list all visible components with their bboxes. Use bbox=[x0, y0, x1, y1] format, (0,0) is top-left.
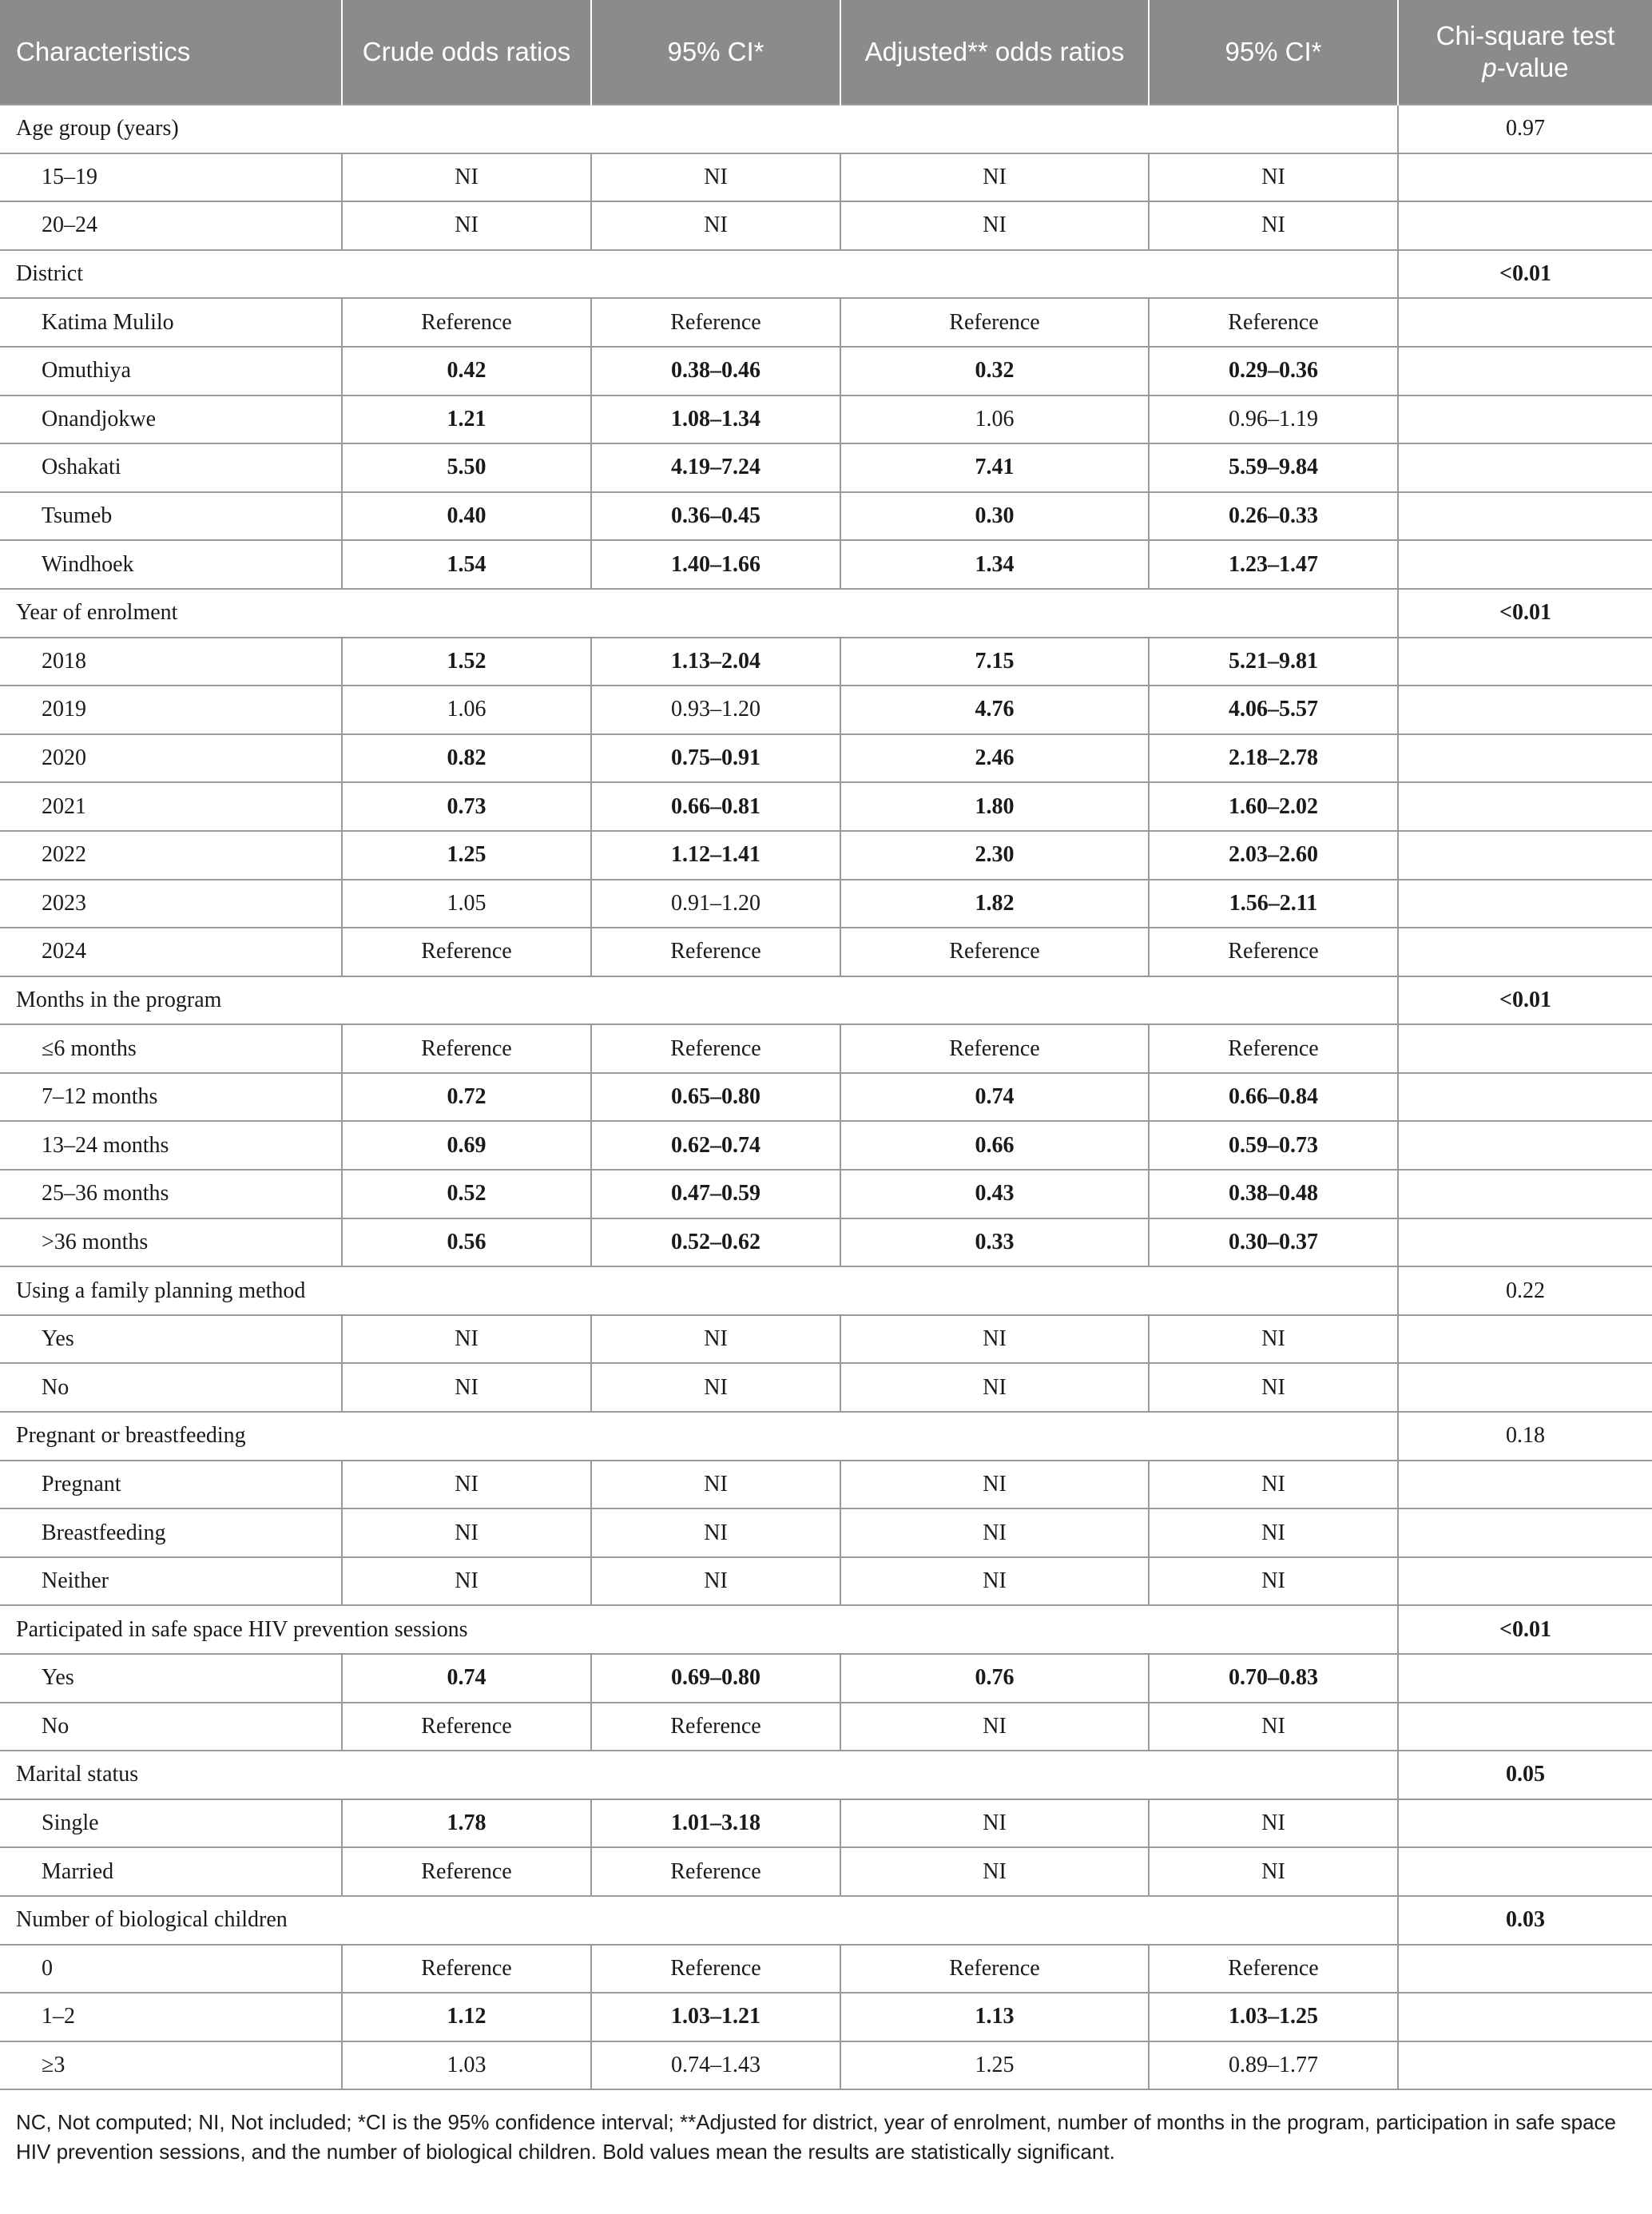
row-label: Breastfeeding bbox=[0, 1508, 342, 1557]
p-value-cell-empty bbox=[1398, 298, 1652, 347]
p-value-cell-empty bbox=[1398, 1170, 1652, 1218]
p-value-cell-empty bbox=[1398, 831, 1652, 880]
group-row bbox=[0, 1412, 1652, 1461]
crude-or-cell: Reference bbox=[342, 1024, 591, 1073]
adjusted-or-cell: NI bbox=[840, 153, 1149, 202]
group-label: District bbox=[0, 250, 1398, 299]
crude-ci-cell: NI bbox=[591, 1461, 840, 1509]
group-row bbox=[0, 976, 1652, 1025]
column-header: 95% CI* bbox=[1149, 0, 1398, 105]
adjusted-or-cell: 0.74 bbox=[840, 1073, 1149, 1122]
crude-ci-cell: 1.01–3.18 bbox=[591, 1799, 840, 1848]
row-label: 2023 bbox=[0, 880, 342, 928]
adjusted-ci-cell: 0.66–0.84 bbox=[1149, 1073, 1398, 1122]
p-value-cell-empty bbox=[1398, 492, 1652, 541]
table-row bbox=[0, 201, 1652, 250]
adjusted-ci-cell: Reference bbox=[1149, 1945, 1398, 1993]
adjusted-ci-cell: 1.56–2.11 bbox=[1149, 880, 1398, 928]
column-header-italic: p bbox=[1482, 53, 1497, 82]
row-label: No bbox=[0, 1363, 342, 1412]
adjusted-ci-cell: 0.26–0.33 bbox=[1149, 492, 1398, 541]
adjusted-or-cell: 0.30 bbox=[840, 492, 1149, 541]
crude-ci-cell: 1.03–1.21 bbox=[591, 1993, 840, 2041]
table-row bbox=[0, 540, 1652, 589]
row-label: Neither bbox=[0, 1557, 342, 1606]
row-label: 2021 bbox=[0, 782, 342, 831]
adjusted-or-cell: 1.34 bbox=[840, 540, 1149, 589]
row-label: 0 bbox=[0, 1945, 342, 1993]
crude-ci-cell: NI bbox=[591, 1557, 840, 1606]
table-row bbox=[0, 1847, 1652, 1896]
adjusted-or-cell: 1.25 bbox=[840, 2041, 1149, 2090]
adjusted-ci-cell: NI bbox=[1149, 1799, 1398, 1848]
p-value-cell-empty bbox=[1398, 153, 1652, 202]
group-label: Using a family planning method bbox=[0, 1266, 1398, 1315]
group-row bbox=[0, 250, 1652, 299]
row-label: 2024 bbox=[0, 928, 342, 976]
p-value-cell-empty bbox=[1398, 686, 1652, 734]
adjusted-ci-cell: 1.23–1.47 bbox=[1149, 540, 1398, 589]
row-label: ≥3 bbox=[0, 2041, 342, 2090]
adjusted-ci-cell: NI bbox=[1149, 201, 1398, 250]
adjusted-or-cell: NI bbox=[840, 1363, 1149, 1412]
crude-or-cell: 0.40 bbox=[342, 492, 591, 541]
table-row bbox=[0, 928, 1652, 976]
adjusted-or-cell: NI bbox=[840, 1508, 1149, 1557]
column-header: Characteristics bbox=[0, 0, 342, 105]
crude-or-cell: Reference bbox=[342, 928, 591, 976]
p-value-cell-empty bbox=[1398, 1557, 1652, 1606]
crude-ci-cell: 0.52–0.62 bbox=[591, 1218, 840, 1267]
group-label: Year of enrolment bbox=[0, 589, 1398, 638]
adjusted-ci-cell: NI bbox=[1149, 1847, 1398, 1896]
group-row bbox=[0, 105, 1652, 153]
p-value-cell-empty bbox=[1398, 1363, 1652, 1412]
p-value-cell-empty bbox=[1398, 734, 1652, 783]
crude-ci-cell: 0.38–0.46 bbox=[591, 347, 840, 395]
adjusted-ci-cell: 0.29–0.36 bbox=[1149, 347, 1398, 395]
adjusted-or-cell: Reference bbox=[840, 1945, 1149, 1993]
adjusted-ci-cell: 2.18–2.78 bbox=[1149, 734, 1398, 783]
row-label: 25–36 months bbox=[0, 1170, 342, 1218]
adjusted-ci-cell: 0.59–0.73 bbox=[1149, 1121, 1398, 1170]
p-value-cell: <0.01 bbox=[1398, 976, 1652, 1025]
adjusted-ci-cell: 5.59–9.84 bbox=[1149, 443, 1398, 492]
crude-or-cell: Reference bbox=[342, 1847, 591, 1896]
table-row bbox=[0, 1993, 1652, 2041]
adjusted-or-cell: NI bbox=[840, 1461, 1149, 1509]
table-row bbox=[0, 298, 1652, 347]
adjusted-or-cell: 0.32 bbox=[840, 347, 1149, 395]
crude-or-cell: 1.05 bbox=[342, 880, 591, 928]
crude-ci-cell: 0.62–0.74 bbox=[591, 1121, 840, 1170]
adjusted-ci-cell: 0.96–1.19 bbox=[1149, 395, 1398, 444]
crude-or-cell: NI bbox=[342, 153, 591, 202]
crude-ci-cell: 0.65–0.80 bbox=[591, 1073, 840, 1122]
row-label: Windhoek bbox=[0, 540, 342, 589]
p-value-cell-empty bbox=[1398, 540, 1652, 589]
crude-or-cell: 1.54 bbox=[342, 540, 591, 589]
adjusted-ci-cell: 0.38–0.48 bbox=[1149, 1170, 1398, 1218]
crude-ci-cell: Reference bbox=[591, 1703, 840, 1751]
crude-ci-cell: 1.12–1.41 bbox=[591, 831, 840, 880]
p-value-cell-empty bbox=[1398, 782, 1652, 831]
group-row bbox=[0, 589, 1652, 638]
adjusted-or-cell: Reference bbox=[840, 928, 1149, 976]
crude-or-cell: 0.52 bbox=[342, 1170, 591, 1218]
adjusted-or-cell: 4.76 bbox=[840, 686, 1149, 734]
table-row bbox=[0, 831, 1652, 880]
adjusted-ci-cell: 0.89–1.77 bbox=[1149, 2041, 1398, 2090]
p-value-cell: 0.22 bbox=[1398, 1266, 1652, 1315]
crude-or-cell: 1.78 bbox=[342, 1799, 591, 1848]
table-row bbox=[0, 734, 1652, 783]
row-label: 2020 bbox=[0, 734, 342, 783]
crude-or-cell: NI bbox=[342, 1557, 591, 1606]
table-row bbox=[0, 395, 1652, 444]
row-label: >36 months bbox=[0, 1218, 342, 1267]
row-label: Onandjokwe bbox=[0, 395, 342, 444]
crude-ci-cell: 0.75–0.91 bbox=[591, 734, 840, 783]
adjusted-ci-cell: NI bbox=[1149, 1461, 1398, 1509]
group-label: Age group (years) bbox=[0, 105, 1398, 153]
adjusted-or-cell: NI bbox=[840, 1315, 1149, 1364]
table-header bbox=[0, 0, 1652, 105]
crude-ci-cell: 4.19–7.24 bbox=[591, 443, 840, 492]
column-header: Adjusted** odds ratios bbox=[840, 0, 1149, 105]
table-row bbox=[0, 1557, 1652, 1606]
p-value-cell: <0.01 bbox=[1398, 250, 1652, 299]
p-value-cell: 0.97 bbox=[1398, 105, 1652, 153]
p-value-cell-empty bbox=[1398, 1024, 1652, 1073]
crude-or-cell: 0.74 bbox=[342, 1654, 591, 1703]
table-row bbox=[0, 443, 1652, 492]
crude-ci-cell: 1.40–1.66 bbox=[591, 540, 840, 589]
column-header-suffix: -value bbox=[1496, 53, 1569, 82]
adjusted-or-cell: NI bbox=[840, 201, 1149, 250]
crude-or-cell: NI bbox=[342, 1461, 591, 1509]
crude-ci-cell: NI bbox=[591, 1363, 840, 1412]
p-value-cell-empty bbox=[1398, 1654, 1652, 1703]
crude-ci-cell: Reference bbox=[591, 298, 840, 347]
row-label: No bbox=[0, 1703, 342, 1751]
row-label: 2022 bbox=[0, 831, 342, 880]
crude-or-cell: NI bbox=[342, 1363, 591, 1412]
row-label: 2019 bbox=[0, 686, 342, 734]
crude-or-cell: Reference bbox=[342, 298, 591, 347]
row-label: Yes bbox=[0, 1315, 342, 1364]
p-value-cell-empty bbox=[1398, 880, 1652, 928]
p-value-cell: 0.05 bbox=[1398, 1751, 1652, 1799]
p-value-cell-empty bbox=[1398, 201, 1652, 250]
p-value-cell: 0.18 bbox=[1398, 1412, 1652, 1461]
crude-ci-cell: Reference bbox=[591, 1945, 840, 1993]
adjusted-or-cell: 0.43 bbox=[840, 1170, 1149, 1218]
table-row bbox=[0, 1703, 1652, 1751]
crude-or-cell: 1.52 bbox=[342, 638, 591, 686]
adjusted-ci-cell: NI bbox=[1149, 1363, 1398, 1412]
row-label: 7–12 months bbox=[0, 1073, 342, 1122]
p-value-cell-empty bbox=[1398, 1993, 1652, 2041]
adjusted-ci-cell: Reference bbox=[1149, 298, 1398, 347]
crude-or-cell: 5.50 bbox=[342, 443, 591, 492]
adjusted-or-cell: Reference bbox=[840, 1024, 1149, 1073]
group-label: Marital status bbox=[0, 1751, 1398, 1799]
adjusted-ci-cell: Reference bbox=[1149, 928, 1398, 976]
table-row bbox=[0, 1024, 1652, 1073]
group-label: Months in the program bbox=[0, 976, 1398, 1025]
adjusted-or-cell: 0.66 bbox=[840, 1121, 1149, 1170]
group-row bbox=[0, 1266, 1652, 1315]
table-row bbox=[0, 1799, 1652, 1848]
adjusted-or-cell: 7.41 bbox=[840, 443, 1149, 492]
table-row bbox=[0, 1073, 1652, 1122]
p-value-cell-empty bbox=[1398, 347, 1652, 395]
row-label: 15–19 bbox=[0, 153, 342, 202]
crude-or-cell: 0.69 bbox=[342, 1121, 591, 1170]
crude-or-cell: NI bbox=[342, 1315, 591, 1364]
adjusted-ci-cell: NI bbox=[1149, 1315, 1398, 1364]
p-value-cell-empty bbox=[1398, 638, 1652, 686]
crude-ci-cell: 1.08–1.34 bbox=[591, 395, 840, 444]
table-row bbox=[0, 1315, 1652, 1364]
table-row bbox=[0, 880, 1652, 928]
table-row bbox=[0, 1218, 1652, 1267]
crude-or-cell: Reference bbox=[342, 1703, 591, 1751]
p-value-cell-empty bbox=[1398, 1461, 1652, 1509]
crude-or-cell: 1.03 bbox=[342, 2041, 591, 2090]
crude-or-cell: 1.21 bbox=[342, 395, 591, 444]
column-header: 95% CI* bbox=[591, 0, 840, 105]
adjusted-ci-cell: NI bbox=[1149, 1703, 1398, 1751]
crude-ci-cell: Reference bbox=[591, 928, 840, 976]
table-row bbox=[0, 1945, 1652, 1993]
group-label: Number of biological children bbox=[0, 1896, 1398, 1945]
table-row bbox=[0, 782, 1652, 831]
crude-or-cell: Reference bbox=[342, 1945, 591, 1993]
table-footnote: NC, Not computed; NI, Not included; *CI is the 95% confidence interval; **Adjusted for district, year of enrolment, number of months in the program, participation in safe space HIV prevention sessions, and the number of biological children. Bold values mean the results are statistically significant. bbox=[16, 2110, 1616, 2164]
row-label: 13–24 months bbox=[0, 1121, 342, 1170]
row-label: Tsumeb bbox=[0, 492, 342, 541]
crude-or-cell: 1.25 bbox=[342, 831, 591, 880]
crude-ci-cell: Reference bbox=[591, 1024, 840, 1073]
row-label: 1–2 bbox=[0, 1993, 342, 2041]
crude-or-cell: 1.12 bbox=[342, 1993, 591, 2041]
adjusted-ci-cell: 1.60–2.02 bbox=[1149, 782, 1398, 831]
adjusted-ci-cell: 1.03–1.25 bbox=[1149, 1993, 1398, 2041]
adjusted-or-cell: Reference bbox=[840, 298, 1149, 347]
group-label: Participated in safe space HIV prevention sessions bbox=[0, 1605, 1398, 1654]
crude-ci-cell: 0.91–1.20 bbox=[591, 880, 840, 928]
crude-ci-cell: 0.69–0.80 bbox=[591, 1654, 840, 1703]
group-row bbox=[0, 1896, 1652, 1945]
row-label: 2018 bbox=[0, 638, 342, 686]
row-label: Pregnant bbox=[0, 1461, 342, 1509]
p-value-cell-empty bbox=[1398, 1945, 1652, 1993]
crude-or-cell: 0.42 bbox=[342, 347, 591, 395]
adjusted-ci-cell: 0.70–0.83 bbox=[1149, 1654, 1398, 1703]
crude-ci-cell: NI bbox=[591, 1315, 840, 1364]
row-label: Yes bbox=[0, 1654, 342, 1703]
p-value-cell-empty bbox=[1398, 2041, 1652, 2090]
crude-or-cell: 0.56 bbox=[342, 1218, 591, 1267]
p-value-cell-empty bbox=[1398, 1073, 1652, 1122]
table-row bbox=[0, 1508, 1652, 1557]
column-header bbox=[1398, 0, 1652, 105]
p-value-cell: <0.01 bbox=[1398, 589, 1652, 638]
p-value-cell-empty bbox=[1398, 1121, 1652, 1170]
adjusted-or-cell: 2.46 bbox=[840, 734, 1149, 783]
row-label: Katima Mulilo bbox=[0, 298, 342, 347]
p-value-cell-empty bbox=[1398, 1847, 1652, 1896]
adjusted-ci-cell: Reference bbox=[1149, 1024, 1398, 1073]
table-row bbox=[0, 2041, 1652, 2090]
table-row bbox=[0, 638, 1652, 686]
table-row bbox=[0, 1363, 1652, 1412]
adjusted-or-cell: 0.76 bbox=[840, 1654, 1149, 1703]
table-row bbox=[0, 1461, 1652, 1509]
row-label: Oshakati bbox=[0, 443, 342, 492]
table-row bbox=[0, 1654, 1652, 1703]
crude-or-cell: NI bbox=[342, 201, 591, 250]
crude-ci-cell: NI bbox=[591, 153, 840, 202]
adjusted-or-cell: NI bbox=[840, 1847, 1149, 1896]
p-value-cell: 0.03 bbox=[1398, 1896, 1652, 1945]
group-label: Pregnant or breastfeeding bbox=[0, 1412, 1398, 1461]
crude-ci-cell: NI bbox=[591, 201, 840, 250]
adjusted-or-cell: 1.06 bbox=[840, 395, 1149, 444]
header-row bbox=[0, 0, 1652, 105]
adjusted-ci-cell: 5.21–9.81 bbox=[1149, 638, 1398, 686]
row-label: Omuthiya bbox=[0, 347, 342, 395]
p-value-cell-empty bbox=[1398, 395, 1652, 444]
p-value-cell: <0.01 bbox=[1398, 1605, 1652, 1654]
row-label: Married bbox=[0, 1847, 342, 1896]
adjusted-ci-cell: NI bbox=[1149, 1557, 1398, 1606]
crude-ci-cell: NI bbox=[591, 1508, 840, 1557]
adjusted-or-cell: NI bbox=[840, 1557, 1149, 1606]
p-value-cell-empty bbox=[1398, 928, 1652, 976]
adjusted-or-cell: 1.82 bbox=[840, 880, 1149, 928]
table-body bbox=[0, 105, 1652, 2089]
crude-ci-cell: 0.36–0.45 bbox=[591, 492, 840, 541]
crude-ci-cell: 0.93–1.20 bbox=[591, 686, 840, 734]
row-label: Single bbox=[0, 1799, 342, 1848]
table-row bbox=[0, 1170, 1652, 1218]
crude-or-cell: 0.82 bbox=[342, 734, 591, 783]
group-row bbox=[0, 1605, 1652, 1654]
adjusted-ci-cell: 0.30–0.37 bbox=[1149, 1218, 1398, 1267]
crude-ci-cell: 1.13–2.04 bbox=[591, 638, 840, 686]
crude-or-cell: 0.72 bbox=[342, 1073, 591, 1122]
group-row bbox=[0, 1751, 1652, 1799]
p-value-cell-empty bbox=[1398, 443, 1652, 492]
adjusted-or-cell: 0.33 bbox=[840, 1218, 1149, 1267]
p-value-cell-empty bbox=[1398, 1508, 1652, 1557]
row-label: 20–24 bbox=[0, 201, 342, 250]
table-row bbox=[0, 492, 1652, 541]
adjusted-ci-cell: 4.06–5.57 bbox=[1149, 686, 1398, 734]
adjusted-ci-cell: NI bbox=[1149, 1508, 1398, 1557]
crude-ci-cell: 0.47–0.59 bbox=[591, 1170, 840, 1218]
adjusted-or-cell: 1.13 bbox=[840, 1993, 1149, 2041]
crude-or-cell: 1.06 bbox=[342, 686, 591, 734]
column-header: Crude odds ratios bbox=[342, 0, 591, 105]
table-row bbox=[0, 153, 1652, 202]
p-value-cell-empty bbox=[1398, 1799, 1652, 1848]
table-row bbox=[0, 1121, 1652, 1170]
p-value-cell-empty bbox=[1398, 1703, 1652, 1751]
adjusted-or-cell: 1.80 bbox=[840, 782, 1149, 831]
table-row bbox=[0, 686, 1652, 734]
p-value-cell-empty bbox=[1398, 1315, 1652, 1364]
adjusted-or-cell: NI bbox=[840, 1799, 1149, 1848]
adjusted-or-cell: NI bbox=[840, 1703, 1149, 1751]
table-row bbox=[0, 347, 1652, 395]
crude-ci-cell: 0.74–1.43 bbox=[591, 2041, 840, 2090]
adjusted-ci-cell: NI bbox=[1149, 153, 1398, 202]
adjusted-ci-cell: 2.03–2.60 bbox=[1149, 831, 1398, 880]
adjusted-or-cell: 7.15 bbox=[840, 638, 1149, 686]
p-value-cell-empty bbox=[1398, 1218, 1652, 1267]
column-header-text: Chi-square test bbox=[1436, 21, 1615, 50]
crude-or-cell: 0.73 bbox=[342, 782, 591, 831]
crude-ci-cell: 0.66–0.81 bbox=[591, 782, 840, 831]
row-label: ≤6 months bbox=[0, 1024, 342, 1073]
crude-or-cell: NI bbox=[342, 1508, 591, 1557]
adjusted-or-cell: 2.30 bbox=[840, 831, 1149, 880]
crude-ci-cell: Reference bbox=[591, 1847, 840, 1896]
